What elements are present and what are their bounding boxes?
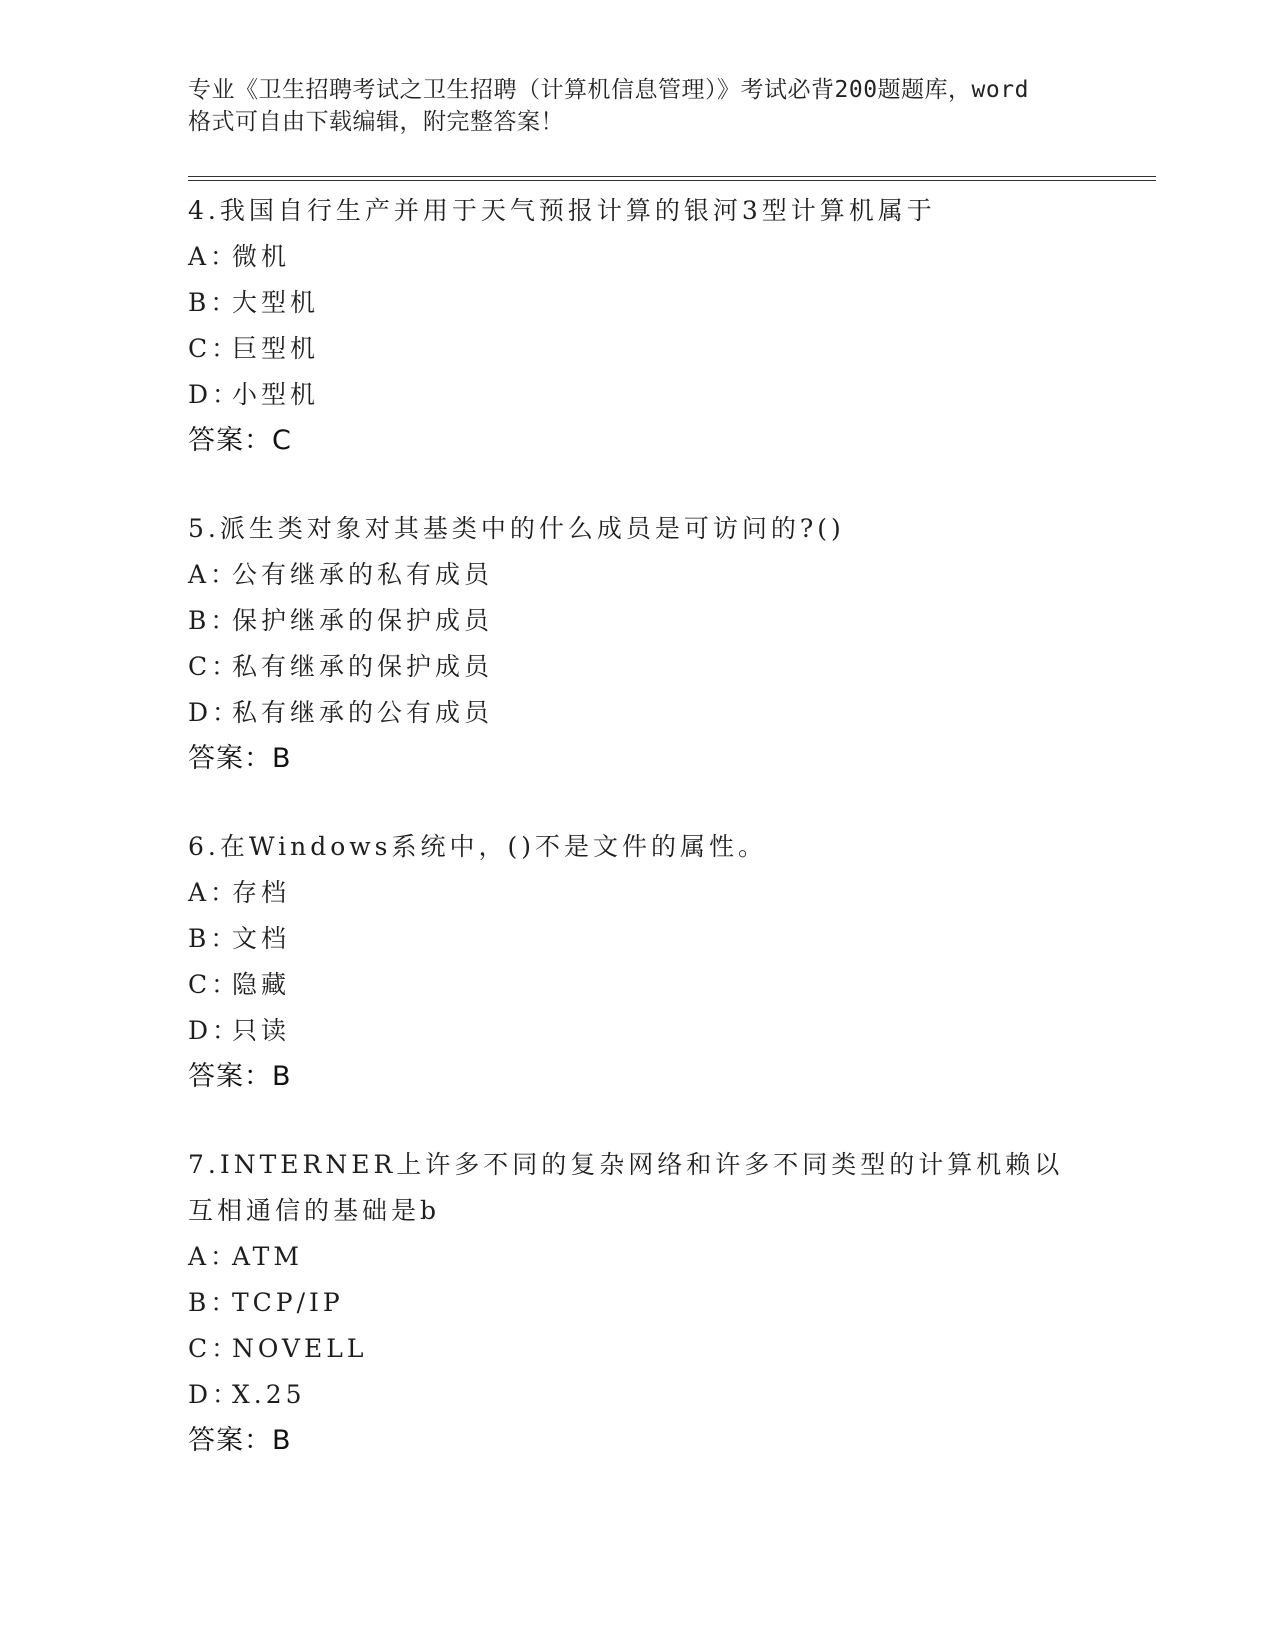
question-4 xyxy=(188,188,1088,464)
option-text: TCP/IP xyxy=(232,1288,344,1317)
option-key: C： xyxy=(188,334,241,363)
option-a xyxy=(188,234,1088,280)
option-key: A： xyxy=(188,560,240,589)
option-text: 只读 xyxy=(232,1016,291,1045)
option-key: A： xyxy=(188,878,240,907)
option-key: D： xyxy=(188,1016,242,1045)
question-7 xyxy=(188,1142,1088,1464)
option-key: D： xyxy=(188,1380,242,1409)
double-divider xyxy=(188,176,1156,181)
option-key: D： xyxy=(188,698,242,727)
option-d xyxy=(188,372,1088,418)
option-key: D： xyxy=(188,380,242,409)
question-stem: 7.INTERNER上许多不同的复杂网络和许多不同类型的计算机赖以互相通信的基础是b xyxy=(188,1150,1064,1225)
answer-line: 答案：B xyxy=(188,743,292,774)
option-key: B： xyxy=(188,606,240,635)
question-stem: 5.派生类对象对其基类中的什么成员是可访问的?() xyxy=(188,514,845,543)
option-c xyxy=(188,1326,1088,1372)
document-header xyxy=(188,74,1088,138)
option-text: 公有继承的私有成员 xyxy=(232,560,494,589)
answer-line: 答案：C xyxy=(188,425,292,456)
option-b xyxy=(188,1280,1088,1326)
answer-line: 答案：B xyxy=(188,1425,292,1456)
option-b xyxy=(188,916,1088,962)
header-line-2: 格式可自由下载编辑，附完整答案！ xyxy=(188,109,564,135)
option-text: 保护继承的保护成员 xyxy=(232,606,494,635)
option-key: B： xyxy=(188,288,240,317)
option-key: C： xyxy=(188,652,241,681)
question-stem: 4.我国自行生产并用于天气预报计算的银河3型计算机属于 xyxy=(188,196,936,225)
option-text: 存档 xyxy=(232,878,291,907)
option-b xyxy=(188,280,1088,326)
option-key: A： xyxy=(188,1242,240,1271)
option-a xyxy=(188,1234,1088,1280)
option-d xyxy=(188,1008,1088,1054)
header-line-1: 专业《卫生招聘考试之卫生招聘（计算机信息管理）》考试必背200题题库，word xyxy=(188,77,1029,103)
option-text: 隐藏 xyxy=(232,970,291,999)
question-5 xyxy=(188,506,1088,782)
question-list xyxy=(188,188,1088,1506)
option-text: 微机 xyxy=(232,242,291,271)
option-text: NOVELL xyxy=(232,1334,368,1363)
option-text: 小型机 xyxy=(232,380,320,409)
option-text: X.25 xyxy=(232,1380,306,1409)
option-text: 文档 xyxy=(232,924,291,953)
option-key: B： xyxy=(188,1288,240,1317)
option-key: B： xyxy=(188,924,240,953)
option-text: 私有继承的保护成员 xyxy=(232,652,494,681)
answer-line: 答案：B xyxy=(188,1061,292,1092)
option-text: ATM xyxy=(232,1242,303,1271)
option-c xyxy=(188,326,1088,372)
option-key: C： xyxy=(188,970,241,999)
option-text: 大型机 xyxy=(232,288,320,317)
option-c xyxy=(188,644,1088,690)
option-key: A： xyxy=(188,242,240,271)
option-b xyxy=(188,598,1088,644)
question-6 xyxy=(188,824,1088,1100)
question-stem: 6.在Windows系统中，()不是文件的属性。 xyxy=(188,832,767,861)
option-key: C： xyxy=(188,1334,241,1363)
option-d xyxy=(188,1372,1088,1418)
option-a xyxy=(188,870,1088,916)
option-d xyxy=(188,690,1088,736)
option-c xyxy=(188,962,1088,1008)
option-text: 巨型机 xyxy=(232,334,320,363)
option-text: 私有继承的公有成员 xyxy=(232,698,494,727)
option-a xyxy=(188,552,1088,598)
